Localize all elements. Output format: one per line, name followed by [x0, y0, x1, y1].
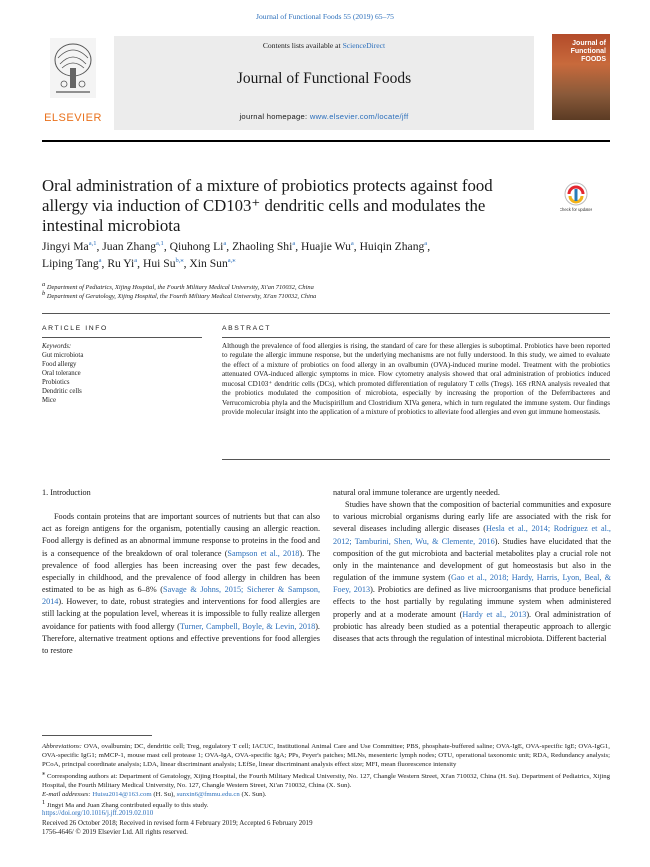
- header-rule: [42, 140, 610, 142]
- homepage-link[interactable]: www.elsevier.com/locate/jff: [309, 112, 409, 121]
- body-column-left: [42, 487, 320, 657]
- doi-block: [42, 809, 610, 838]
- crossmark-badge[interactable]: [560, 181, 592, 217]
- cover-title: [571, 40, 606, 64]
- crossmark-icon: [560, 181, 592, 217]
- citation-link[interactable]: Gao et al., 2018; Hardy, Harris, Lyon, Beal, & Foey, 2013: [333, 573, 612, 595]
- keywords-label: Keywords:: [42, 343, 72, 350]
- keyword: Gut microbiota: [42, 352, 84, 359]
- copyright: 1756-4646/ © 2019 Elsevier Ltd. All rights reserved.: [42, 829, 188, 836]
- divider: [42, 313, 610, 314]
- divider: [222, 459, 610, 460]
- affiliations: [42, 280, 602, 301]
- journal-name: Journal of Functional Foods: [236, 70, 412, 87]
- section-heading-introduction: 1. Introduction: [42, 488, 91, 497]
- affiliation: $^a$ Department of Pediatrics, Xijing Hospital, the Fourth Military Medical University, Xi'an 710032, China: [42, 280, 314, 291]
- footnote-corresponding: ⁎ Corresponding authors at: Department of Geratology, Xijing Hospital, the Fourth Military Medical University, No. 127, Changle Western Street, Xi'an 710032, China (H. Su). Department of Pediatrics, Xijing Hospital, the Fourth Military Medical University, No. 127, Changle Western Street, Xi'an 710032, China (X. Sun). E-mail addresses: Huisu2014@163.com (H. Su), sunxin6@fmmu.edu.cn (X. Sun).: [42, 769, 610, 799]
- elsevier-logo[interactable]: [42, 38, 104, 124]
- divider: [42, 337, 202, 338]
- author[interactable]: Jingyi Ma$^{a,1}$: [42, 240, 97, 253]
- affiliation: $^b$ Department of Geratology, Xijing Hospital, the Fourth Military Medical University, Xi'an 710032, China: [42, 289, 317, 300]
- journal-banner: [114, 36, 534, 130]
- keyword: Food allergy: [42, 361, 77, 368]
- keyword: Dendritic cells: [42, 388, 82, 395]
- homepage-prefix: journal homepage:: [239, 112, 310, 121]
- received-dates: Received 26 October 2018; Received in revised form 4 February 2019; Accepted 6 February 2019: [42, 819, 313, 827]
- abstract-text: Although the prevalence of food allergies is rising, the standard of care for these allergies is suboptimal. Probiotics have been reported to regulate the allergic immune response, but the underlying mechanisms are not fully understood. In this study, we aimed to evaluate the effect of a mixture of probiotics on food allergy in an ovalbumin (OVA)-induced murine model. Treatment with the probiotics attenuated OVA-induced allergic symptoms in mice. Flow cytometry analysis showed that oral administration of probiotics induced mucosal CD103⁺ dendritic cells (DCs), which promoted differentiation of regulatory T cells (Tregs). 16S rRNA analysis revealed that the probiotics modulated the composition of microbiota, especially by increasing the proportion of the Deferribacteres and Verrucomicrobia phyla and the Mucispirillum and Clostridium XIVa genera, which in turn regulated the immune system. Our findings provide molecular insight into the application of a mixture of probiotics to alleviate food allergies and even gut immune homeostasis.: [222, 342, 610, 417]
- article-info-heading: ARTICLE INFO: [42, 325, 108, 332]
- keyword: Probiotics: [42, 379, 70, 386]
- footnote-abbreviations: Abbreviations: OVA, ovalbumin; DC, dendritic cell; Treg, regulatory T cell; IACUC, Institutional Animal Care and Use Committee; PBS, phosphate-buffered saline; OVA-IgE, OVA-specific IgE; OVA-IgG1, OVA-specific IgG1; mMCP-1, mouse mast cell protease 1; OVA-IgA, OVA-specific IgA; PPs, Peyer's patches; MLNs, mesenteric lymph nodes; OTU, operational taxonomic unit; RDA, Redundancy analysis; PCoA, principal coordinate analysis; LDA, linear discriminant analysis; LEfSe, linear discriminant analysis effect size; MFI, mean fluorescence intensity: [42, 743, 610, 769]
- body-column-right: [333, 487, 611, 645]
- keyword: Oral tolerance: [42, 370, 81, 377]
- author[interactable]: Zhaoling Shi$^a$: [232, 240, 296, 253]
- author[interactable]: Qiuhong Li$^a$: [169, 240, 227, 253]
- author[interactable]: Xin Sun$^{a,⁎}$: [189, 257, 236, 270]
- footnote-equal-contribution: $^1$ Jingyi Ma and Juan Zhang contributed equally to this study.: [42, 798, 209, 810]
- paragraph: Studies have shown that the composition of bacterial communities and exposure to various microbial organisms during early life are associated with the risk for several diseases including allergic diseases (Hesla et al., 2014; Rodríguez et al., 2012; Tamburini, Shen, Wu, & Clemente, 2016). Studies have elucidated that the composition of the gut microbiota and bacterial metabolites play a crucial role not only in the maintenance and development of gut homeostasis but also in the regulation of the immune system (Gao et al., 2018; Hardy, Harris, Lyon, Beal, & Foey, 2013). Probiotics are defined as live microorganisms that produce beneficial effects to the host partially by regulating immune system when administered properly and at a moderate amount (Hardy et al., 2013). Oral administration of probiotic has already been studied as a potential therapeutic approach to allergic diseases that acts through the regulation of intestinal microbiota. Different bacterial: [333, 500, 612, 643]
- author[interactable]: Liping Tang$^a$: [42, 257, 102, 270]
- elsevier-wordmark: ELSEVIER: [44, 112, 102, 124]
- author[interactable]: Juan Zhang$^{a,1}$: [102, 240, 164, 253]
- keyword: Mice: [42, 397, 56, 404]
- divider: [222, 337, 610, 338]
- author-list: Jingyi Ma$^{a,1}$, Juan Zhang$^{a,1}$, Qiuhong Li$^a$, Zhaoling Shi$^a$, Huajie Wu$^a$, Huiqin Zhang$^a$, Liping Tang$^a$, Ru Yi$^a$, Hui $Su^{b,⁎}$, Xin Sun$^{a,⁎}$: [42, 240, 431, 270]
- paragraph: Foods contain proteins that are important sources of nutrients but that can also act as foreign antigens for the organism, potentially causing an allergic reaction. Food allergy is defined as an abnormal immune response to proteins in the food and is a consequence of the breakdown of oral tolerance (Sampson et al., 2018). The prevalence of food allergies has been increasing over the past few decades, especially in childhood, and the prevalence of food allergy in children has been estimated to be as high as 6–8% (Savage & Johns, 2015; Sicherer & Sampson, 2014). However, to date, robust strategies and interventions for food allergies are still lacking at the population level, whereas it is impossible to fully realize allergen avoidance for patients with food allergy (Turner, Campbell, Boyle, & Levin, 2018). Therefore, alternative treatment options and effective preventions for food allergies to restore: [42, 512, 320, 655]
- contents-prefix: Contents lists available at: [262, 41, 343, 50]
- cover-title-line2: Functional: [570, 48, 606, 55]
- sciencedirect-link[interactable]: ScienceDirect: [342, 41, 386, 50]
- cover-title-line1: Journal of: [572, 40, 606, 47]
- keywords-block: [42, 342, 192, 405]
- footnotes: [42, 742, 610, 812]
- citation-link[interactable]: Turner, Campbell, Boyle, & Levin, 2018: [179, 621, 316, 631]
- journal-cover-thumbnail[interactable]: [552, 34, 610, 120]
- author[interactable]: Huiqin Zhang$^a$: [359, 240, 428, 253]
- doi-link[interactable]: https://doi.org/10.1016/j.jff.2019.02.010: [42, 810, 154, 817]
- article-title: Oral administration of a mixture of probiotics protects against food allergy via induction of CD103⁺ dendritic cells and modulates the intestinal microbiota: [42, 176, 493, 235]
- footnote-rule: [42, 735, 152, 736]
- citation-link[interactable]: Hesla et al., 2014; Rodríguez et al., 2012; Tamburini, Shen, Wu, & Clemente, 2016: [333, 524, 611, 546]
- homepage-line: [114, 112, 534, 121]
- email-link[interactable]: sunxin6@fmmu.edu.cn: [176, 791, 240, 799]
- journal-header: [42, 28, 610, 136]
- citation-link[interactable]: Hardy et al., 2013: [462, 609, 527, 619]
- contents-line: [114, 41, 534, 50]
- abstract-heading: ABSTRACT: [222, 325, 272, 332]
- cover-title-line3: FOODS: [581, 56, 606, 63]
- author[interactable]: Huajie Wu$^a$: [301, 240, 354, 253]
- crossmark-label: Check for updates: [560, 207, 592, 212]
- citation-link[interactable]: Sampson et al., 2018: [227, 548, 300, 558]
- author[interactable]: Ru Yi$^a$: [107, 257, 138, 270]
- email-link[interactable]: Huisu2014@163.com: [92, 791, 152, 799]
- citation-link[interactable]: Savage & Johns, 2015; Sicherer & Sampson, 2014: [42, 585, 320, 607]
- journal-citation[interactable]: Journal of Functional Foods 55 (2019) 65–75: [256, 12, 394, 21]
- author[interactable]: Hui $Su^{b,⁎}$: [142, 257, 184, 270]
- elsevier-tree-icon: [50, 38, 96, 98]
- paragraph: natural oral immune tolerance are urgently needed.: [333, 488, 500, 497]
